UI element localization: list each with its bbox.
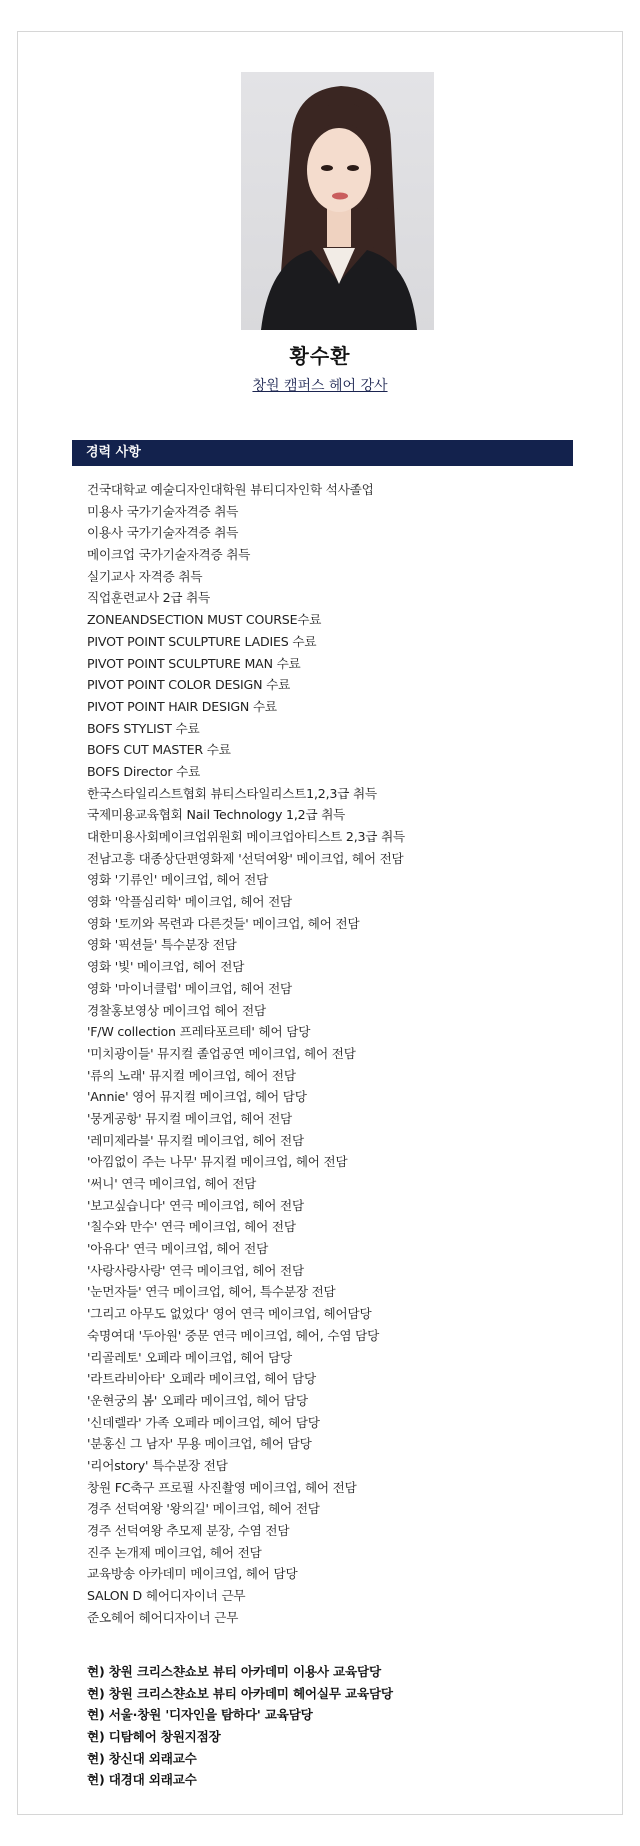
- career-item: 전남고흥 대종상단편영화제 '선덕여왕' 메이크업, 헤어 전담: [87, 850, 404, 866]
- career-item: PIVOT POINT HAIR DESIGN 수료: [87, 698, 277, 714]
- career-item: '써니' 연극 메이크업, 헤어 전담: [87, 1176, 257, 1191]
- career-item: '분홍신 그 남자' 무용 메이크업, 헤어 담당: [87, 1436, 312, 1452]
- career-item: '미치광이들' 뮤지컬 졸업공연 메이크업, 헤어 전담: [87, 1045, 356, 1061]
- career-item: 경주 선덕여왕 '왕의길' 메이크업, 헤어 전담: [87, 1501, 320, 1517]
- career-item: PIVOT POINT SCULPTURE MAN 수료: [87, 655, 301, 671]
- career-item: 경주 선덕여왕 추모제 분장, 수염 전담: [87, 1523, 290, 1538]
- current-position-item: 현) 대경대 외래교수: [87, 1772, 197, 1788]
- career-item: 실기교사 자격증 취득: [87, 568, 203, 584]
- career-item: 영화 '기류인' 메이크업, 헤어 전담: [87, 872, 269, 888]
- career-item: 건국대학교 예술디자인대학원 뷰티디자인학 석사졸업: [87, 482, 374, 497]
- instructor-photo: [241, 72, 434, 330]
- career-item: ZONEANDSECTION MUST COURSE수료: [87, 612, 322, 628]
- career-item: '라트라비아타' 오페라 메이크업, 헤어 담당: [87, 1371, 316, 1387]
- career-item: 영화 '악플심리학' 메이크업, 헤어 전담: [87, 894, 293, 910]
- career-item: 영화 '빛' 메이크업, 헤어 전담: [87, 959, 245, 975]
- instructor-role-link[interactable]: 창원 캠퍼스 헤어 강사: [252, 378, 388, 394]
- career-item: '리어story' 특수분장 전담: [87, 1457, 228, 1473]
- career-item: 경찰홍보영상 메이크업 헤어 전담: [87, 1002, 266, 1018]
- career-item: '칠수와 만수' 연극 메이크업, 헤어 전담: [87, 1219, 296, 1235]
- current-position-item: 현) 창원 크리스챤쇼보 뷰티 아카데미 이용사 교육담당: [87, 1664, 381, 1679]
- career-item: 'Annie' 영어 뮤지컬 메이크업, 헤어 담당: [87, 1089, 307, 1105]
- career-item: '레미제라블' 뮤지컬 메이크업, 헤어 전담: [87, 1132, 304, 1148]
- career-item: '신데렐라' 가족 오페라 메이크업, 헤어 담당: [87, 1414, 320, 1430]
- career-item: '아낌없이 주는 나무' 뮤지컬 메이크업, 헤어 전담: [87, 1154, 348, 1170]
- current-position-item: 현) 디탐헤어 창원지점장: [87, 1729, 221, 1745]
- career-item: 진주 논개제 메이크업, 헤어 전담: [87, 1544, 262, 1560]
- career-item: 한국스타일리스트협회 뷰티스타일리스트1,2,3급 취득: [87, 785, 377, 801]
- career-item: 미용사 국가기술자격증 취득: [87, 503, 239, 519]
- current-positions-list: [87, 1661, 587, 1791]
- career-item: 직업훈련교사 2급 취득: [87, 590, 211, 606]
- profile-card: [17, 31, 623, 1815]
- career-item: BOFS STYLIST 수료: [87, 720, 200, 736]
- career-item: '리골레토' 오페라 메이크업, 헤어 담당: [87, 1349, 293, 1365]
- career-item: '운현궁의 봄' 오페라 메이크업, 헤어 담당: [87, 1392, 308, 1408]
- career-item: BOFS CUT MASTER 수료: [87, 742, 231, 758]
- career-item: '보고싶습니다' 연극 메이크업, 헤어 전담: [87, 1197, 304, 1213]
- career-item: '눈먼자들' 연극 메이크업, 헤어, 특수분장 전담: [87, 1284, 336, 1300]
- career-item: SALON D 헤어디자이너 근무: [87, 1588, 246, 1604]
- instructor-name: 황수환: [289, 344, 351, 368]
- career-item: '사랑사랑사랑' 연극 메이크업, 헤어 전담: [87, 1262, 304, 1278]
- current-position-item: 현) 창신대 외래교수: [87, 1750, 197, 1766]
- career-item: '아유다' 연극 메이크업, 헤어 전담: [87, 1241, 269, 1257]
- career-item: PIVOT POINT COLOR DESIGN 수료: [87, 677, 291, 693]
- career-item: 영화 '토끼와 목련과 다른것들' 메이크업, 헤어 전담: [87, 915, 360, 931]
- current-position-item: 현) 창원 크리스챤쇼보 뷰티 아카데미 헤어실무 교육담당: [87, 1685, 393, 1701]
- career-list: [87, 479, 587, 1628]
- career-item: 국제미용교육협회 Nail Technology 1,2급 취득: [87, 807, 346, 823]
- career-section-header: 경력 사항: [72, 440, 573, 466]
- career-item: 'F/W collection 프레타포르테' 헤어 담당: [87, 1024, 311, 1040]
- career-item: '류의 노래' 뮤지컬 메이크업, 헤어 전담: [87, 1067, 296, 1083]
- career-item: 메이크업 국가기술자격증 취득: [87, 547, 251, 563]
- career-item: 준오헤어 헤어디자이너 근무: [87, 1609, 239, 1625]
- career-item: '뭉게공항' 뮤지컬 메이크업, 헤어 전담: [87, 1110, 293, 1126]
- career-item: 교육방송 아카데미 메이크업, 헤어 담당: [87, 1566, 298, 1582]
- career-item: '그리고 아무도 없었다' 영어 연극 메이크업, 헤어담당: [87, 1306, 372, 1322]
- career-item: PIVOT POINT SCULPTURE LADIES 수료: [87, 633, 317, 649]
- career-item: 숙명여대 '두아원' 중문 연극 메이크업, 헤어, 수염 담당: [87, 1327, 380, 1343]
- career-item: BOFS Director 수료: [87, 763, 201, 779]
- portrait-illustration: [241, 72, 434, 330]
- career-item: 창원 FC축구 프로필 사진촬영 메이크업, 헤어 전담: [87, 1479, 357, 1495]
- career-item: 대한미용사회메이크업위원회 메이크업아티스트 2,3급 취득: [87, 829, 406, 844]
- current-position-item: 현) 서울·창원 '디자인을 탐하다' 교육담당: [87, 1707, 313, 1723]
- career-item: 영화 '마이너클럽' 메이크업, 헤어 전담: [87, 980, 293, 996]
- career-item: 영화 '픽션들' 특수분장 전담: [87, 937, 237, 953]
- career-item: 이용사 국가기술자격증 취득: [87, 525, 239, 541]
